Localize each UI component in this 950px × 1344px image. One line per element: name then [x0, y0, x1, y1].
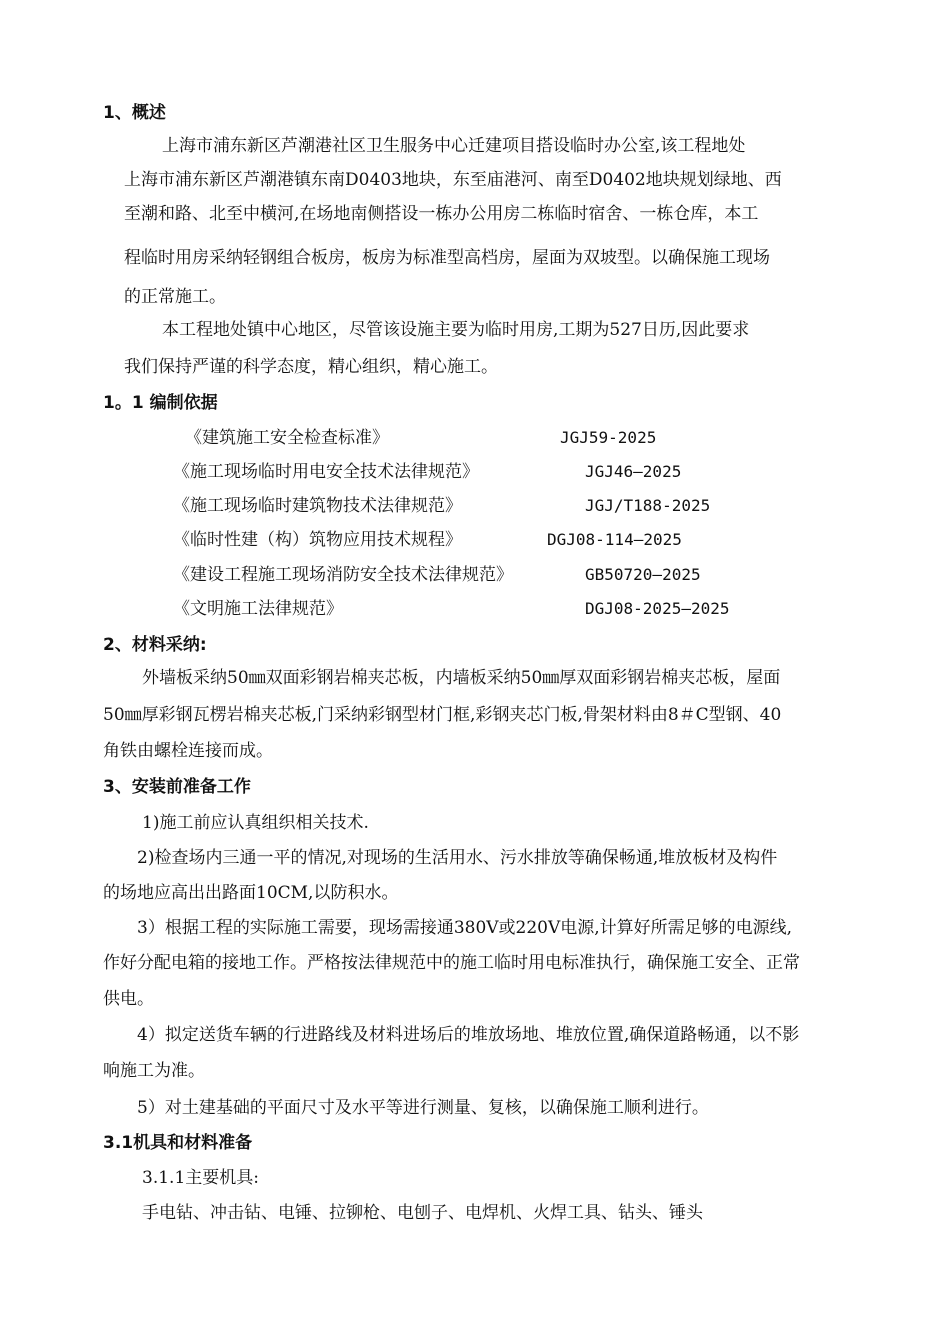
- overview-line-1: 上海市浦东新区芦潮港社区卫生服务中心迁建项目搭设临时办公室,该工程地处: [162, 136, 746, 156]
- standard-name-5: 《建设工程施工现场消防安全技术法律规范》: [173, 565, 513, 585]
- standard-name-4: 《临时性建（构）筑物应用技术规程》: [173, 530, 462, 550]
- prep-item-4-line-1: 4）拟定送货车辆的行进路线及材料进场后的堆放场地、堆放位置,确保道路畅通，以不影: [137, 1025, 800, 1045]
- prep-item-4-line-2: 响施工为准。: [103, 1061, 205, 1081]
- section-3-1-heading: 3.1机具和材料准备: [103, 1133, 253, 1153]
- overview-line-4: 程临时用房采纳轻钢组合板房，板房为标准型高档房，屋面为双坡型。以确保施工现场: [124, 248, 770, 268]
- overview-line-7: 我们保持严谨的科学态度，精心组织，精心施工。: [124, 357, 498, 377]
- prep-item-3-line-3: 供电。: [103, 989, 154, 1009]
- standard-name-6: 《文明施工法律规范》: [173, 599, 343, 619]
- section-3-heading: 3、安装前准备工作: [103, 777, 251, 797]
- standard-code-6: DGJ08-2025—2025: [585, 599, 730, 618]
- section-2-heading: 2、材料采纳:: [103, 635, 207, 655]
- standard-code-1: JGJ59-2025: [560, 428, 657, 447]
- standard-name-2: 《施工现场临时用电安全技术法律规范》: [173, 462, 479, 482]
- standard-code-5: GB50720—2025: [585, 565, 701, 584]
- overview-line-5: 的正常施工。: [124, 287, 226, 307]
- standard-code-3: JGJ/T188-2025: [585, 496, 711, 515]
- prep-item-3-line-2: 作好分配电箱的接地工作。严格按法律规范中的施工临时用电标准执行，确保施工安全、正常: [103, 953, 800, 973]
- prep-item-2-line-2: 的场地应高出出路面10CM,以防积水。: [103, 883, 399, 903]
- section-1-heading: 1、概述: [103, 103, 166, 123]
- tools-list: 手电钻、冲击钻、电锤、拉铆枪、电刨子、电焊机、火焊工具、钻头、锤头: [142, 1203, 703, 1223]
- materials-line-2: 50㎜厚彩钢瓦楞岩棉夹芯板,门采纳彩钢型材门框,彩钢夹芯门板,骨架材料由8＃C型钢、40: [103, 705, 782, 725]
- overview-line-3: 至潮和路、北至中横河,在场地南侧搭设一栋办公用房二栋临时宿舍、一栋仓库，本工: [124, 204, 759, 224]
- prep-item-2-line-1: 2)检查场内三通一平的情况,对现场的生活用水、污水排放等确保畅通,堆放板材及构件: [137, 848, 778, 868]
- standard-name-3: 《施工现场临时建筑物技术法律规范》: [173, 496, 462, 516]
- prep-item-1: 1)施工前应认真组织相关技术.: [142, 813, 369, 833]
- overview-line-2: 上海市浦东新区芦潮港镇东南D0403地块，东至庙港河、南至D0402地块规划绿地、西: [124, 170, 782, 190]
- materials-line-3: 角铁由螺栓连接而成。: [103, 741, 273, 761]
- standard-code-2: JGJ46—2025: [585, 462, 682, 481]
- standard-name-1: 《建筑施工安全检查标准》: [185, 428, 389, 448]
- prep-item-3-line-1: 3）根据工程的实际施工需要，现场需接通380V或220V电源,计算好所需足够的电源线,: [137, 918, 793, 938]
- standard-code-4: DGJ08-114—2025: [547, 530, 682, 549]
- subsection-3-1-1-title: 3.1.1主要机具:: [142, 1168, 259, 1188]
- section-1-1-heading: 1。1 编制依据: [103, 393, 218, 413]
- overview-line-6: 本工程地处镇中心地区，尽管该设施主要为临时用房,工期为527日历,因此要求: [162, 320, 750, 340]
- materials-line-1: 外墙板采纳50㎜双面彩钢岩棉夹芯板，内墙板采纳50㎜厚双面彩钢岩棉夹芯板，屋面: [142, 668, 781, 688]
- prep-item-5: 5）对土建基础的平面尺寸及水平等进行测量、复核，以确保施工顺利进行。: [137, 1098, 709, 1118]
